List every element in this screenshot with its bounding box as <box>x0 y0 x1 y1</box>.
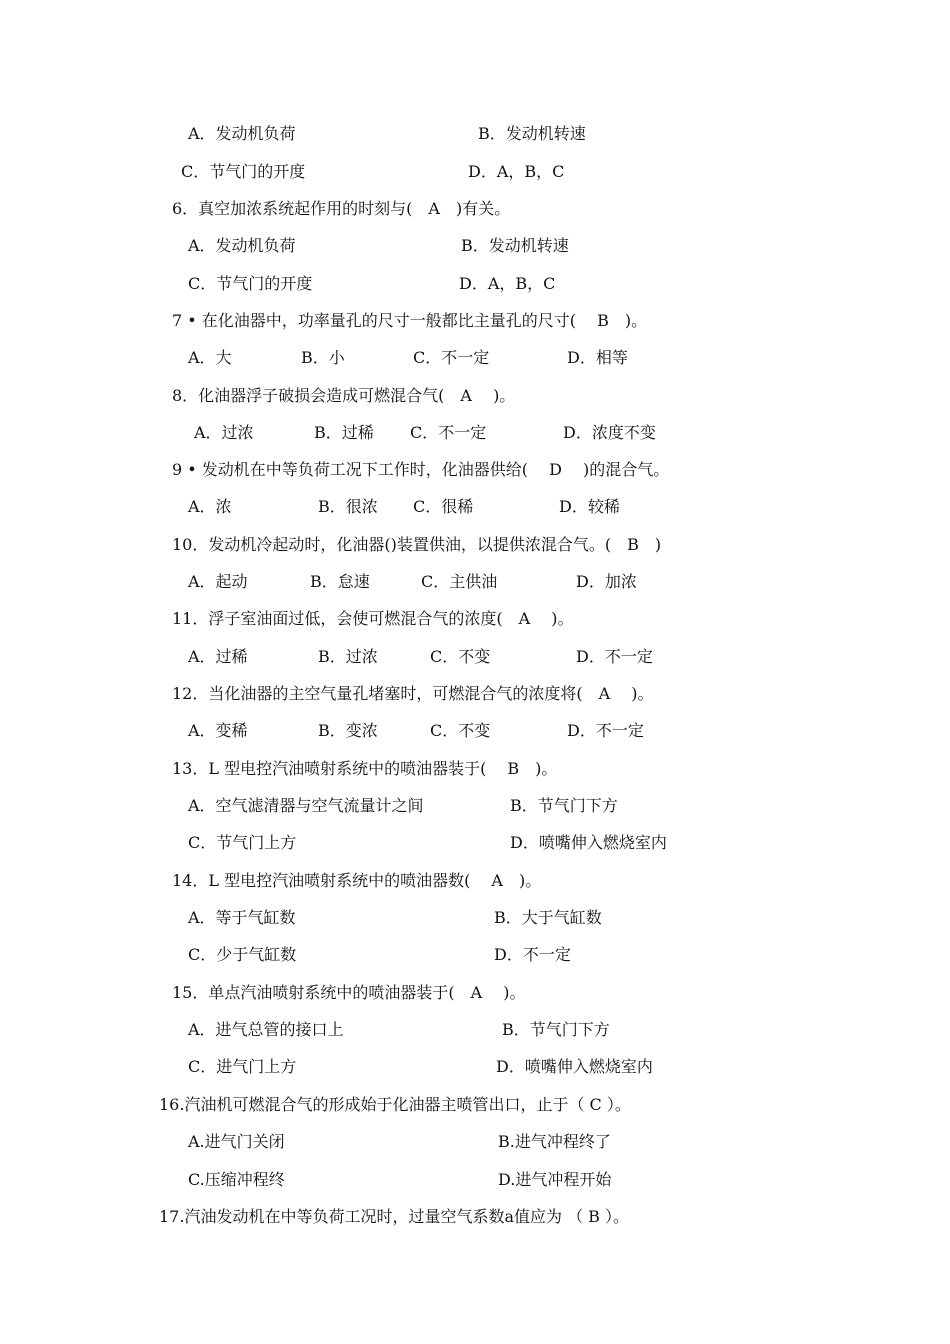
text-line: D．不一定 <box>494 945 571 964</box>
text-line: A．进气总管的接口上 <box>188 1020 344 1039</box>
text-line: D．不一定 <box>567 721 644 740</box>
text-line: B．变浓 <box>318 721 378 740</box>
text-line: A.进气门关闭 <box>188 1132 285 1151</box>
text-line: B．怠速 <box>310 572 370 591</box>
text-line: D．相等 <box>567 348 628 367</box>
text-line: 10．发动机冷起动时，化油器()装置供油，以提供浓混合气。( B ) <box>172 535 662 554</box>
text-line: D．不一定 <box>576 647 653 666</box>
text-line: 8．化油器浮子破损会造成可燃混合气( A )。 <box>172 386 516 405</box>
text-line: B．发动机转速 <box>461 236 569 255</box>
text-line: 14．L 型电控汽油喷射系统中的喷油器数( A )。 <box>172 871 542 890</box>
text-line: C．不变 <box>430 647 491 666</box>
text-line: 7 • 在化油器中，功率量孔的尺寸一般都比主量孔的尺寸( B )。 <box>172 311 648 330</box>
text-line: A．发动机负荷 <box>188 124 296 143</box>
text-line: B．节气门下方 <box>502 1020 610 1039</box>
text-line: D．喷嘴伸入燃烧室内 <box>510 833 667 852</box>
text-line: D．较稀 <box>559 497 620 516</box>
text-line: D．喷嘴伸入燃烧室内 <box>496 1057 653 1076</box>
text-line: 11．浮子室油面过低，会使可燃混合气的浓度( A )。 <box>172 609 574 628</box>
text-line: 13．L 型电控汽油喷射系统中的喷油器装于( B )。 <box>172 759 558 778</box>
text-line: D.进气冲程开始 <box>498 1170 612 1189</box>
text-line: B．大于气缸数 <box>494 908 602 927</box>
text-line: A．变稀 <box>188 721 248 740</box>
text-line: C．节气门的开度 <box>181 162 306 181</box>
text-line: C．很稀 <box>413 497 474 516</box>
text-line: 17.汽油发动机在中等负荷工况时，过量空气系数a值应为 （ B ）。 <box>159 1207 630 1226</box>
text-line: B．很浓 <box>318 497 378 516</box>
text-line: B．过稀 <box>314 423 374 442</box>
text-line: C．节气门上方 <box>188 833 297 852</box>
text-line: D．A，B，C <box>459 274 556 293</box>
text-line: A．过稀 <box>188 647 248 666</box>
text-line: D．A，B，C <box>468 162 565 181</box>
text-line: A．过浓 <box>194 423 254 442</box>
text-line: C．主供油 <box>421 572 498 591</box>
text-line: D．加浓 <box>576 572 637 591</box>
text-line: 12．当化油器的主空气量孔堵塞时，可燃混合气的浓度将( A )。 <box>172 684 654 703</box>
text-line: B．小 <box>301 348 345 367</box>
text-line: B．节气门下方 <box>510 796 618 815</box>
text-line: A．发动机负荷 <box>188 236 296 255</box>
text-line: B．发动机转速 <box>478 124 586 143</box>
text-line: 9 • 发动机在中等负荷工况下工作时，化油器供给( D )的混合气。 <box>172 460 670 479</box>
text-line: 15．单点汽油喷射系统中的喷油器装于( A )。 <box>172 983 526 1002</box>
text-line: C．不一定 <box>410 423 487 442</box>
text-line: C．进气门上方 <box>188 1057 297 1076</box>
text-line: A．浓 <box>188 497 232 516</box>
text-line: B.进气冲程终了 <box>498 1132 611 1151</box>
text-line: A．空气滤清器与空气流量计之间 <box>188 796 424 815</box>
text-line: A．起动 <box>188 572 248 591</box>
text-line: C.压缩冲程终 <box>188 1170 285 1189</box>
text-line: A．等于气缸数 <box>188 908 296 927</box>
text-line: D．浓度不变 <box>563 423 656 442</box>
text-line: C．不一定 <box>413 348 490 367</box>
text-line: 16.汽油机可燃混合气的形成始于化油器主喷管出口，止于（ C ）。 <box>159 1095 631 1114</box>
text-line: A．大 <box>188 348 232 367</box>
text-line: C．不变 <box>430 721 491 740</box>
text-line: C．节气门的开度 <box>188 274 313 293</box>
text-line: C．少于气缸数 <box>188 945 297 964</box>
text-line: 6．真空加浓系统起作用的时刻与( A )有关。 <box>172 199 511 218</box>
text-line: B．过浓 <box>318 647 378 666</box>
